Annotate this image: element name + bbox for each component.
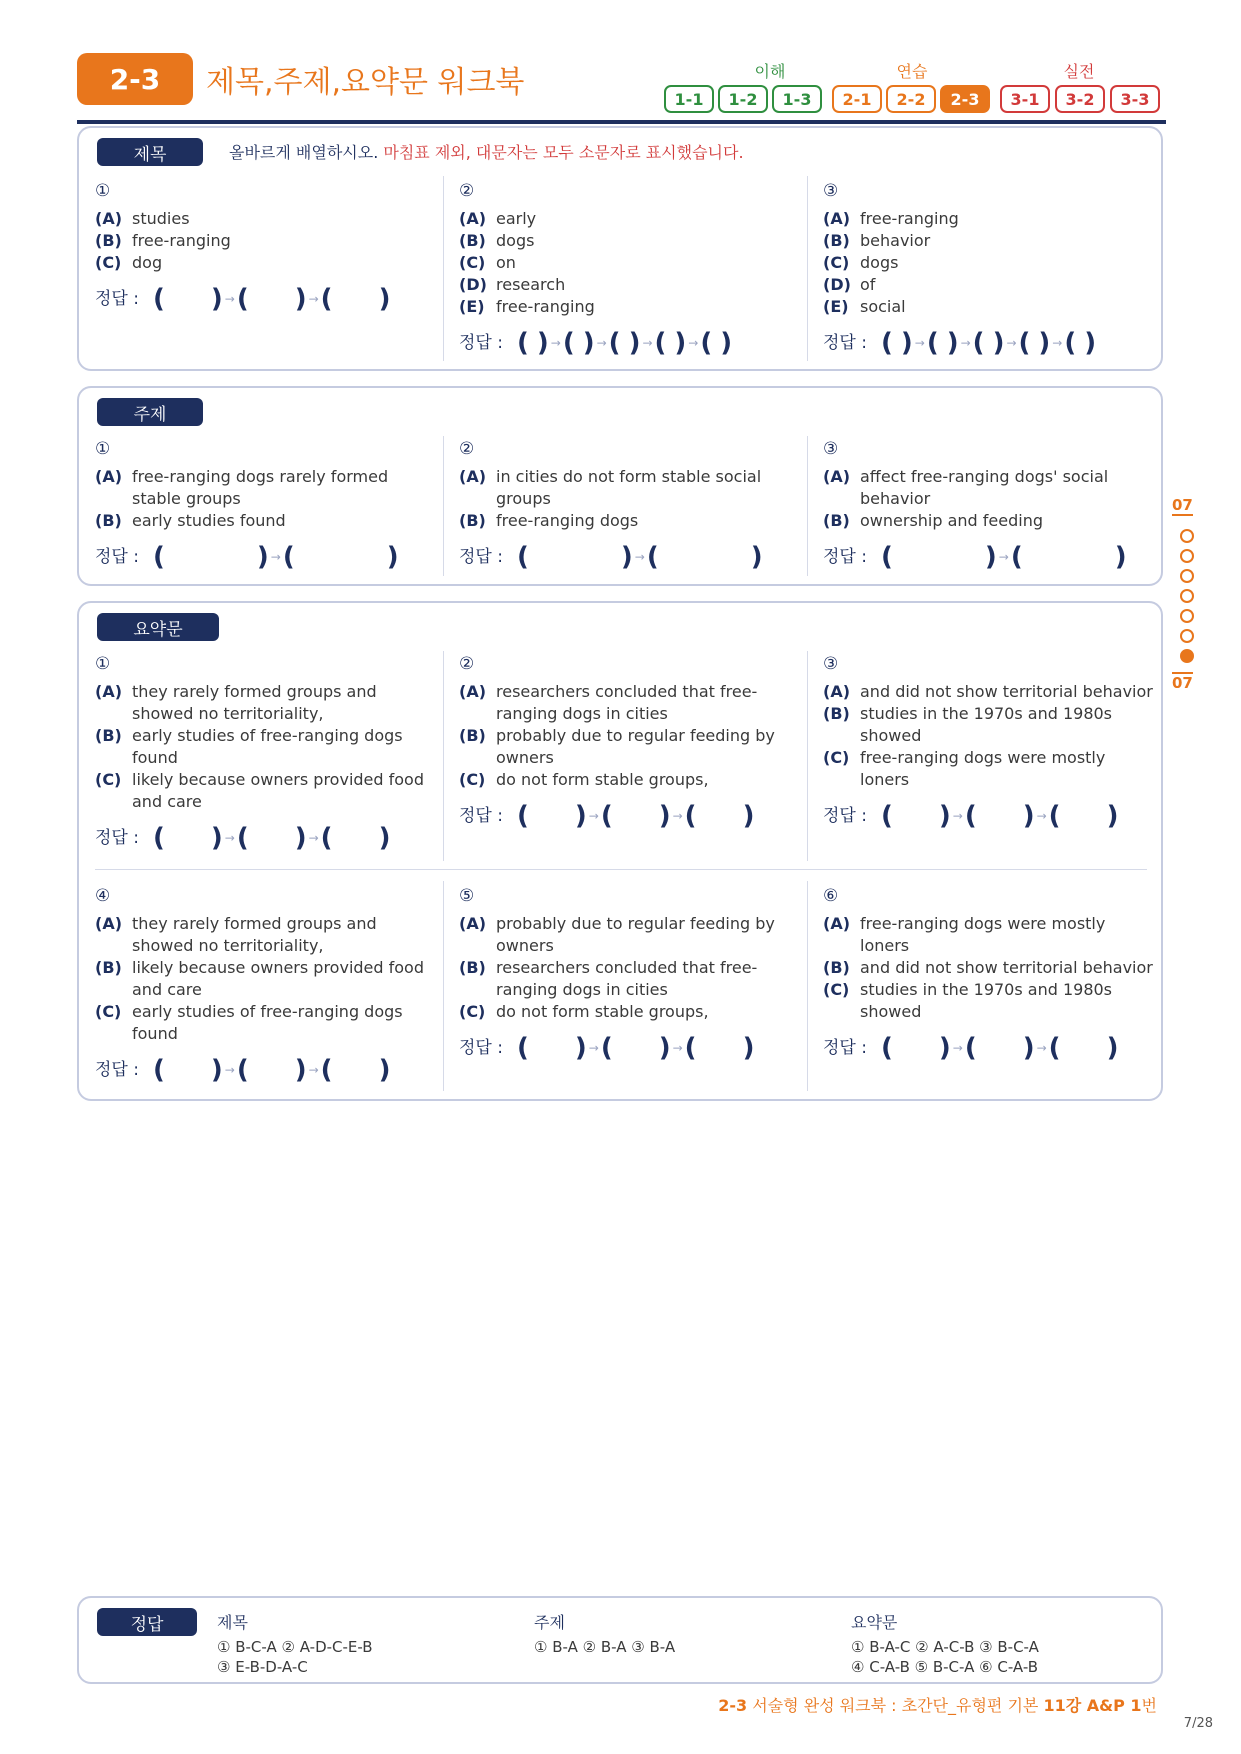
- answer-slots[interactable]: 정답 : ( ) → ( ) → ( ): [459, 801, 755, 831]
- item-number: ①: [95, 181, 111, 201]
- progress-dot: [1180, 589, 1194, 603]
- topic-panel: [77, 386, 1163, 586]
- instruction-text: 올바르게 배열하시오.: [229, 143, 379, 162]
- answer-slots[interactable]: 정답 : ( ) → ( ) → ( ) → ( ) → ( ): [459, 328, 733, 358]
- summary-item-5: ⑤ (A) probably due to regular feeding by owners (B) researchers concluded that free-ranging dogs in cities (C) do not form stable groups, 정답 : ( ) → ( ) → ( ): [459, 885, 789, 1059]
- instruction: [229, 140, 744, 163]
- stage-button-2-1[interactable]: 2-1: [832, 85, 882, 113]
- topic-item-3: ③ (A) affect free-ranging dogs' social behavior (B) ownership and feeding 정답 : ( ) → ( ): [823, 438, 1153, 568]
- answer-slots[interactable]: 정답 : ( ) → ( ): [823, 542, 1127, 572]
- progress-label-top: 07: [1172, 496, 1193, 514]
- progress-label-bottom: 07: [1172, 674, 1193, 692]
- section-tag-summary: 요약문: [97, 613, 219, 641]
- stage-button-1-2[interactable]: 1-2: [718, 85, 768, 113]
- title-item-1: ① (A) studies (B) free-ranging (C) dog 정답 : ( ) → ( ) → ( ): [95, 180, 425, 310]
- stage-button-2-2[interactable]: 2-2: [886, 85, 936, 113]
- answer-slots[interactable]: 정답 : ( ) → ( ) → ( ): [823, 801, 1119, 831]
- stage-button-3-3[interactable]: 3-3: [1110, 85, 1160, 113]
- answer-slots[interactable]: 정답 : ( ) → ( ) → ( ): [95, 1055, 391, 1085]
- progress-dot: [1180, 549, 1194, 563]
- answer-key-panel: [77, 1596, 1163, 1684]
- stage-button-2-3[interactable]: 2-3: [940, 85, 990, 113]
- stage-button-1-1[interactable]: 1-1: [664, 85, 714, 113]
- summary-item-2: ② (A) researchers concluded that free-ranging dogs in cities (B) probably due to regular feeding by owners (C) do not form stable groups, 정답 : ( ) → ( ) → ( ): [459, 653, 789, 827]
- answer-slots[interactable]: 정답 : ( ) → ( ) → ( ) → ( ) → ( ): [823, 328, 1097, 358]
- stage-button-3-1[interactable]: 3-1: [1000, 85, 1050, 113]
- answer-slots[interactable]: 정답 : ( ) → ( ): [95, 542, 399, 572]
- answer-slots[interactable]: 정답 : ( ) → ( ) → ( ): [95, 284, 391, 314]
- answer-slots[interactable]: 정답 : ( ) → ( ) → ( ): [823, 1033, 1119, 1063]
- answer-key-summary: 요약문 ① B-A-C ② A-C-B ③ B-C-A ④ C-A-B ⑤ B-C-A ⑥ C-A-B: [851, 1613, 1039, 1676]
- answer-key-tag: 정답: [97, 1608, 197, 1636]
- stage-button-3-2[interactable]: 3-2: [1055, 85, 1105, 113]
- section-tag-title: 제목: [97, 138, 203, 166]
- title-panel: [77, 126, 1163, 371]
- progress-dot: [1180, 629, 1194, 643]
- progress-dot: [1180, 529, 1194, 543]
- progress-dot: [1180, 609, 1194, 623]
- footer-caption: 2-3 서술형 완성 워크북 : 초간단_유형편 기본 11강 A&P 1번: [718, 1696, 1157, 1715]
- summary-item-4: ④ (A) they rarely formed groups and showed no territoriality, (B) likely because owners provided food and care (C) early studies of free-ranging dogs found 정답 : ( ) → ( ) → ( ): [95, 886, 424, 1085]
- title-item-2: ② (A) early (B) dogs (C) on (D) research (E) free-ranging 정답 : ( ) → ( ) → ( ) → ( ) → ( ): [459, 180, 789, 354]
- stage-label-understand: 이해: [754, 62, 786, 81]
- header-rule: [77, 120, 1166, 124]
- title-item-3: ③ (A) free-ranging (B) behavior (C) dogs (D) of (E) social 정답 : ( ) → ( ) → ( ) → ( ) → ( ): [823, 180, 1153, 354]
- instruction-note: 마침표 제외, 대문자는 모두 소문자로 표시했습니다.: [383, 143, 744, 162]
- answer-slots[interactable]: 정답 : ( ) → ( ): [459, 542, 763, 572]
- answer-key-topic: 주제 ① B-A ② B-A ③ B-A: [534, 1613, 676, 1656]
- progress-dot: [1180, 569, 1194, 583]
- section-badge: 2-3: [77, 53, 193, 105]
- topic-item-2: ② (A) in cities do not form stable social groups (B) free-ranging dogs 정답 : ( ) → ( ): [459, 438, 789, 568]
- answer-key-title: 제목 ① B-C-A ② A-D-C-E-B ③ E-B-D-A-C: [217, 1613, 373, 1676]
- section-tag-topic: 주제: [97, 398, 203, 426]
- summary-item-3: ③ (A) and did not show territorial behavior (B) studies in the 1970s and 1980s showed (C) free-ranging dogs were mostly loners 정답 : ( ) → ( ) → ( ): [823, 654, 1153, 831]
- progress-dot-active: [1180, 649, 1194, 663]
- stage-button-1-3[interactable]: 1-3: [772, 85, 822, 113]
- summary-item-6: ⑥ (A) free-ranging dogs were mostly loners (B) and did not show territorial behavior (C) studies in the 1970s and 1980s showed 정답 : ( ) → ( ) → ( ): [823, 886, 1153, 1063]
- page-title: 제목,주제,요약문 워크북: [206, 65, 525, 100]
- topic-item-1: ① (A) free-ranging dogs rarely formed stable groups (B) early studies found 정답 : ( ) → ( ): [95, 438, 425, 568]
- stage-label-practice: 연습: [896, 62, 928, 81]
- answer-slots[interactable]: 정답 : ( ) → ( ) → ( ): [459, 1033, 755, 1063]
- page-number: 7/28: [1183, 1716, 1213, 1731]
- stage-label-real: 실전: [1063, 62, 1095, 81]
- summary-item-1: ① (A) they rarely formed groups and showed no territoriality, (B) early studies of free-ranging dogs found (C) likely because owners provided food and care 정답 : ( ) → ( ) → ( ): [95, 654, 424, 853]
- summary-panel: [77, 601, 1163, 1101]
- answer-slots[interactable]: 정답 : ( ) → ( ) → ( ): [95, 823, 391, 853]
